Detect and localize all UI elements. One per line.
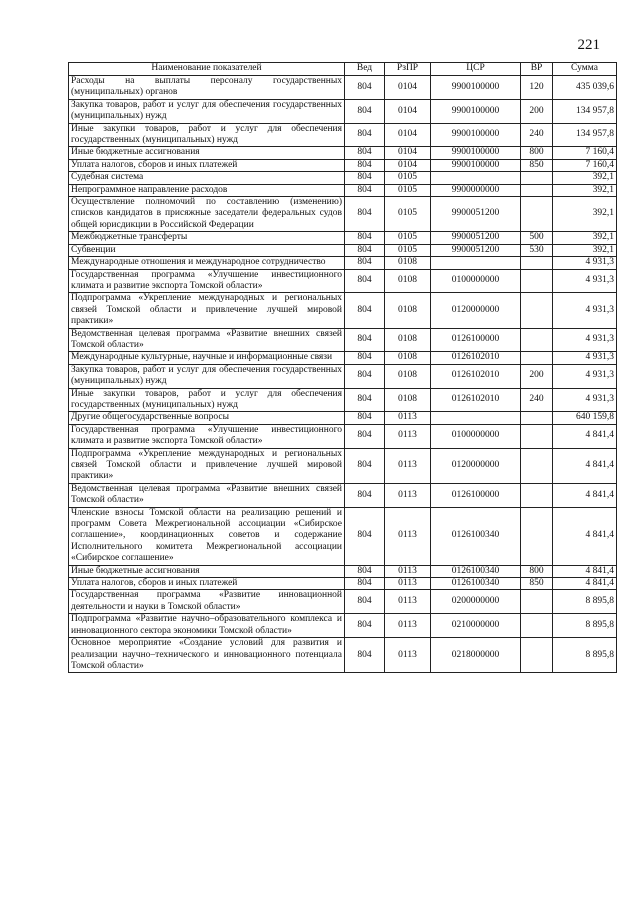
table-row [69,184,617,196]
cell-name: Уплата налогов, сборов и иных платежей [69,578,345,590]
cell-ved: 804 [345,244,385,256]
cell-vr: 800 [521,565,553,577]
cell-vr [521,412,553,424]
cell-ved: 804 [345,352,385,364]
cell-vr: 200 [521,99,553,123]
cell-rzpr: 0104 [385,159,431,171]
cell-vr: 120 [521,76,553,100]
cell-rzpr: 0108 [385,269,431,293]
cell-ved: 804 [345,590,385,614]
cell-csr: 9900100000 [431,76,521,100]
cell-name: Иные бюджетные ассигнования [69,565,345,577]
cell-ved: 804 [345,614,385,638]
cell-csr: 0126100000 [431,328,521,352]
cell-sum: 4 931,3 [553,293,617,328]
cell-sum: 7 160,4 [553,147,617,159]
table-row [69,483,617,507]
cell-ved: 804 [345,578,385,590]
cell-rzpr: 0108 [385,328,431,352]
cell-vr [521,352,553,364]
cell-sum: 4 841,4 [553,448,617,483]
table-row [69,244,617,256]
table-row [69,388,617,412]
cell-ved: 804 [345,638,385,673]
cell-csr: 0218000000 [431,638,521,673]
table-row [69,424,617,448]
table-row [69,197,617,232]
cell-rzpr: 0104 [385,99,431,123]
cell-ved: 804 [345,424,385,448]
cell-sum: 392,1 [553,232,617,244]
cell-ved: 804 [345,123,385,147]
cell-vr [521,257,553,269]
cell-ved: 804 [345,159,385,171]
cell-csr: 0126100340 [431,507,521,565]
cell-name: Судебная система [69,172,345,184]
cell-vr: 850 [521,578,553,590]
cell-sum: 4 931,3 [553,257,617,269]
cell-ved: 804 [345,448,385,483]
cell-sum: 4 931,3 [553,269,617,293]
header-rzpr: РзПР [385,63,431,76]
cell-rzpr: 0105 [385,244,431,256]
cell-sum: 4 841,4 [553,483,617,507]
cell-ved: 804 [345,388,385,412]
cell-sum: 435 039,6 [553,76,617,100]
cell-sum: 7 160,4 [553,159,617,171]
table-row [69,578,617,590]
cell-name: Другие общегосударственные вопросы [69,412,345,424]
cell-vr [521,184,553,196]
cell-vr [521,197,553,232]
cell-sum: 8 895,8 [553,614,617,638]
table-row [69,293,617,328]
cell-csr: 0200000000 [431,590,521,614]
cell-ved: 804 [345,257,385,269]
cell-vr: 240 [521,388,553,412]
table-row [69,590,617,614]
cell-rzpr: 0113 [385,507,431,565]
cell-csr: 0210000000 [431,614,521,638]
cell-name: Ведомственная целевая программа «Развитие внешних связей Томской области» [69,483,345,507]
table-row [69,352,617,364]
cell-ved: 804 [345,147,385,159]
cell-rzpr: 0108 [385,257,431,269]
cell-sum: 4 841,4 [553,578,617,590]
cell-rzpr: 0104 [385,147,431,159]
cell-rzpr: 0113 [385,412,431,424]
cell-vr: 500 [521,232,553,244]
table-row [69,99,617,123]
cell-rzpr: 0105 [385,172,431,184]
cell-sum: 392,1 [553,197,617,232]
header-vr: ВР [521,63,553,76]
table-row [69,638,617,673]
cell-rzpr: 0105 [385,197,431,232]
cell-rzpr: 0113 [385,614,431,638]
cell-name: Уплата налогов, сборов и иных платежей [69,159,345,171]
cell-name: Межбюджетные трансферты [69,232,345,244]
table-row [69,364,617,388]
cell-rzpr: 0105 [385,184,431,196]
cell-ved: 804 [345,364,385,388]
cell-rzpr: 0104 [385,123,431,147]
table-row [69,507,617,565]
cell-sum: 392,1 [553,184,617,196]
table-header-row [69,63,617,76]
cell-vr [521,614,553,638]
budget-table [68,62,617,673]
table-row [69,159,617,171]
cell-ved: 804 [345,507,385,565]
cell-ved: 804 [345,328,385,352]
cell-ved: 804 [345,269,385,293]
cell-ved: 804 [345,76,385,100]
cell-csr: 0126102010 [431,388,521,412]
cell-vr: 850 [521,159,553,171]
cell-name: Подпрограмма «Развитие научно–образовательного комплекса и инновационного сектора экономики Томской области» [69,614,345,638]
cell-csr [431,172,521,184]
cell-csr [431,412,521,424]
cell-vr: 530 [521,244,553,256]
cell-rzpr: 0108 [385,364,431,388]
cell-vr: 240 [521,123,553,147]
cell-vr [521,172,553,184]
cell-csr: 0126100340 [431,578,521,590]
cell-vr [521,448,553,483]
cell-ved: 804 [345,172,385,184]
cell-name: Расходы на выплаты персоналу государственных (муниципальных) органов [69,76,345,100]
cell-csr: 0120000000 [431,293,521,328]
table-row [69,614,617,638]
cell-sum: 4 931,3 [553,388,617,412]
cell-rzpr: 0113 [385,448,431,483]
cell-sum: 4 841,4 [553,424,617,448]
cell-csr: 9900100000 [431,147,521,159]
header-name: Наименование показателей [69,63,345,76]
cell-csr: 9900051200 [431,197,521,232]
cell-rzpr: 0113 [385,590,431,614]
cell-sum: 392,1 [553,172,617,184]
cell-name: Ведомственная целевая программа «Развитие внешних связей Томской области» [69,328,345,352]
cell-csr: 0126100340 [431,565,521,577]
cell-ved: 804 [345,565,385,577]
table-body [69,76,617,673]
cell-csr [431,257,521,269]
cell-vr: 200 [521,364,553,388]
cell-csr: 0100000000 [431,269,521,293]
cell-name: Государственная программа «Развитие инновационной деятельности и науки в Томской области» [69,590,345,614]
cell-vr [521,590,553,614]
cell-ved: 804 [345,197,385,232]
cell-name: Подпрограмма «Укрепление международных и региональных связей Томской области и привлечение лучшей мировой практики» [69,448,345,483]
cell-name: Иные закупки товаров, работ и услуг для обеспечения государственных (муниципальных) нужд [69,123,345,147]
cell-sum: 640 159,8 [553,412,617,424]
cell-rzpr: 0113 [385,638,431,673]
cell-ved: 804 [345,412,385,424]
cell-sum: 8 895,8 [553,638,617,673]
cell-csr: 0120000000 [431,448,521,483]
cell-name: Непрограммное направление расходов [69,184,345,196]
cell-rzpr: 0105 [385,232,431,244]
cell-csr: 0126102010 [431,352,521,364]
cell-vr [521,424,553,448]
cell-sum: 134 957,8 [553,123,617,147]
cell-vr [521,638,553,673]
cell-csr: 9900000000 [431,184,521,196]
cell-name: Иные бюджетные ассигнования [69,147,345,159]
cell-rzpr: 0108 [385,352,431,364]
cell-sum: 134 957,8 [553,99,617,123]
cell-sum: 392,1 [553,244,617,256]
cell-rzpr: 0113 [385,578,431,590]
header-csr: ЦСР [431,63,521,76]
cell-name: Иные закупки товаров, работ и услуг для обеспечения государственных (муниципальных) нужд [69,388,345,412]
cell-csr: 9900100000 [431,123,521,147]
cell-ved: 804 [345,232,385,244]
cell-name: Основное мероприятие «Создание условий для развития и реализации научно–технического и инновационного потенциала Томской области» [69,638,345,673]
cell-sum: 4 841,4 [553,507,617,565]
cell-name: Международные культурные, научные и информационные связи [69,352,345,364]
cell-rzpr: 0104 [385,76,431,100]
cell-name: Субвенции [69,244,345,256]
cell-name: Государственная программа «Улучшение инвестиционного климата и развитие экспорта Томской области» [69,424,345,448]
table-row [69,565,617,577]
cell-csr: 9900051200 [431,232,521,244]
cell-rzpr: 0108 [385,293,431,328]
cell-vr [521,483,553,507]
cell-name: Осуществление полномочий по составлению (изменению) списков кандидатов в присяжные заседатели федеральных судов общей юрисдикции в Российской Федерации [69,197,345,232]
cell-vr [521,328,553,352]
cell-ved: 804 [345,99,385,123]
table-row [69,269,617,293]
cell-ved: 804 [345,184,385,196]
table-row [69,448,617,483]
table-row [69,76,617,100]
cell-sum: 4 931,3 [553,352,617,364]
cell-vr [521,293,553,328]
cell-name: Подпрограмма «Укрепление международных и региональных связей Томской области и привлечение лучшей мировой практики» [69,293,345,328]
cell-sum: 8 895,8 [553,590,617,614]
cell-rzpr: 0113 [385,424,431,448]
cell-name: Закупка товаров, работ и услуг для обеспечения государственных (муниципальных) нужд [69,364,345,388]
cell-sum: 4 841,4 [553,565,617,577]
cell-csr: 0126102010 [431,364,521,388]
cell-csr: 0126100000 [431,483,521,507]
cell-ved: 804 [345,483,385,507]
table-row [69,123,617,147]
header-sum: Сумма [553,63,617,76]
cell-rzpr: 0108 [385,388,431,412]
cell-ved: 804 [345,293,385,328]
cell-vr [521,269,553,293]
cell-sum: 4 931,3 [553,328,617,352]
cell-csr: 9900100000 [431,99,521,123]
cell-vr: 800 [521,147,553,159]
table-row [69,328,617,352]
table-row [69,257,617,269]
cell-name: Государственная программа «Улучшение инвестиционного климата и развитие экспорта Томской области» [69,269,345,293]
table-row [69,232,617,244]
cell-sum: 4 931,3 [553,364,617,388]
cell-name: Закупка товаров, работ и услуг для обеспечения государственных (муниципальных) нужд [69,99,345,123]
table-row [69,412,617,424]
cell-csr: 9900100000 [431,159,521,171]
table-row [69,147,617,159]
table-row [69,172,617,184]
cell-name: Международные отношения и международное сотрудничество [69,257,345,269]
page-number: 221 [577,37,600,53]
cell-csr: 0100000000 [431,424,521,448]
cell-rzpr: 0113 [385,483,431,507]
header-ved: Вед [345,63,385,76]
cell-rzpr: 0113 [385,565,431,577]
cell-csr: 9900051200 [431,244,521,256]
cell-vr [521,507,553,565]
cell-name: Членские взносы Томской области на реализацию решений и программ Совета Межрегиональной ассоциации «Сибирское соглашение», координационных советов и содержание Исполнительного комитета Межрегиональной ассоциации «Сибирское соглашение» [69,507,345,565]
